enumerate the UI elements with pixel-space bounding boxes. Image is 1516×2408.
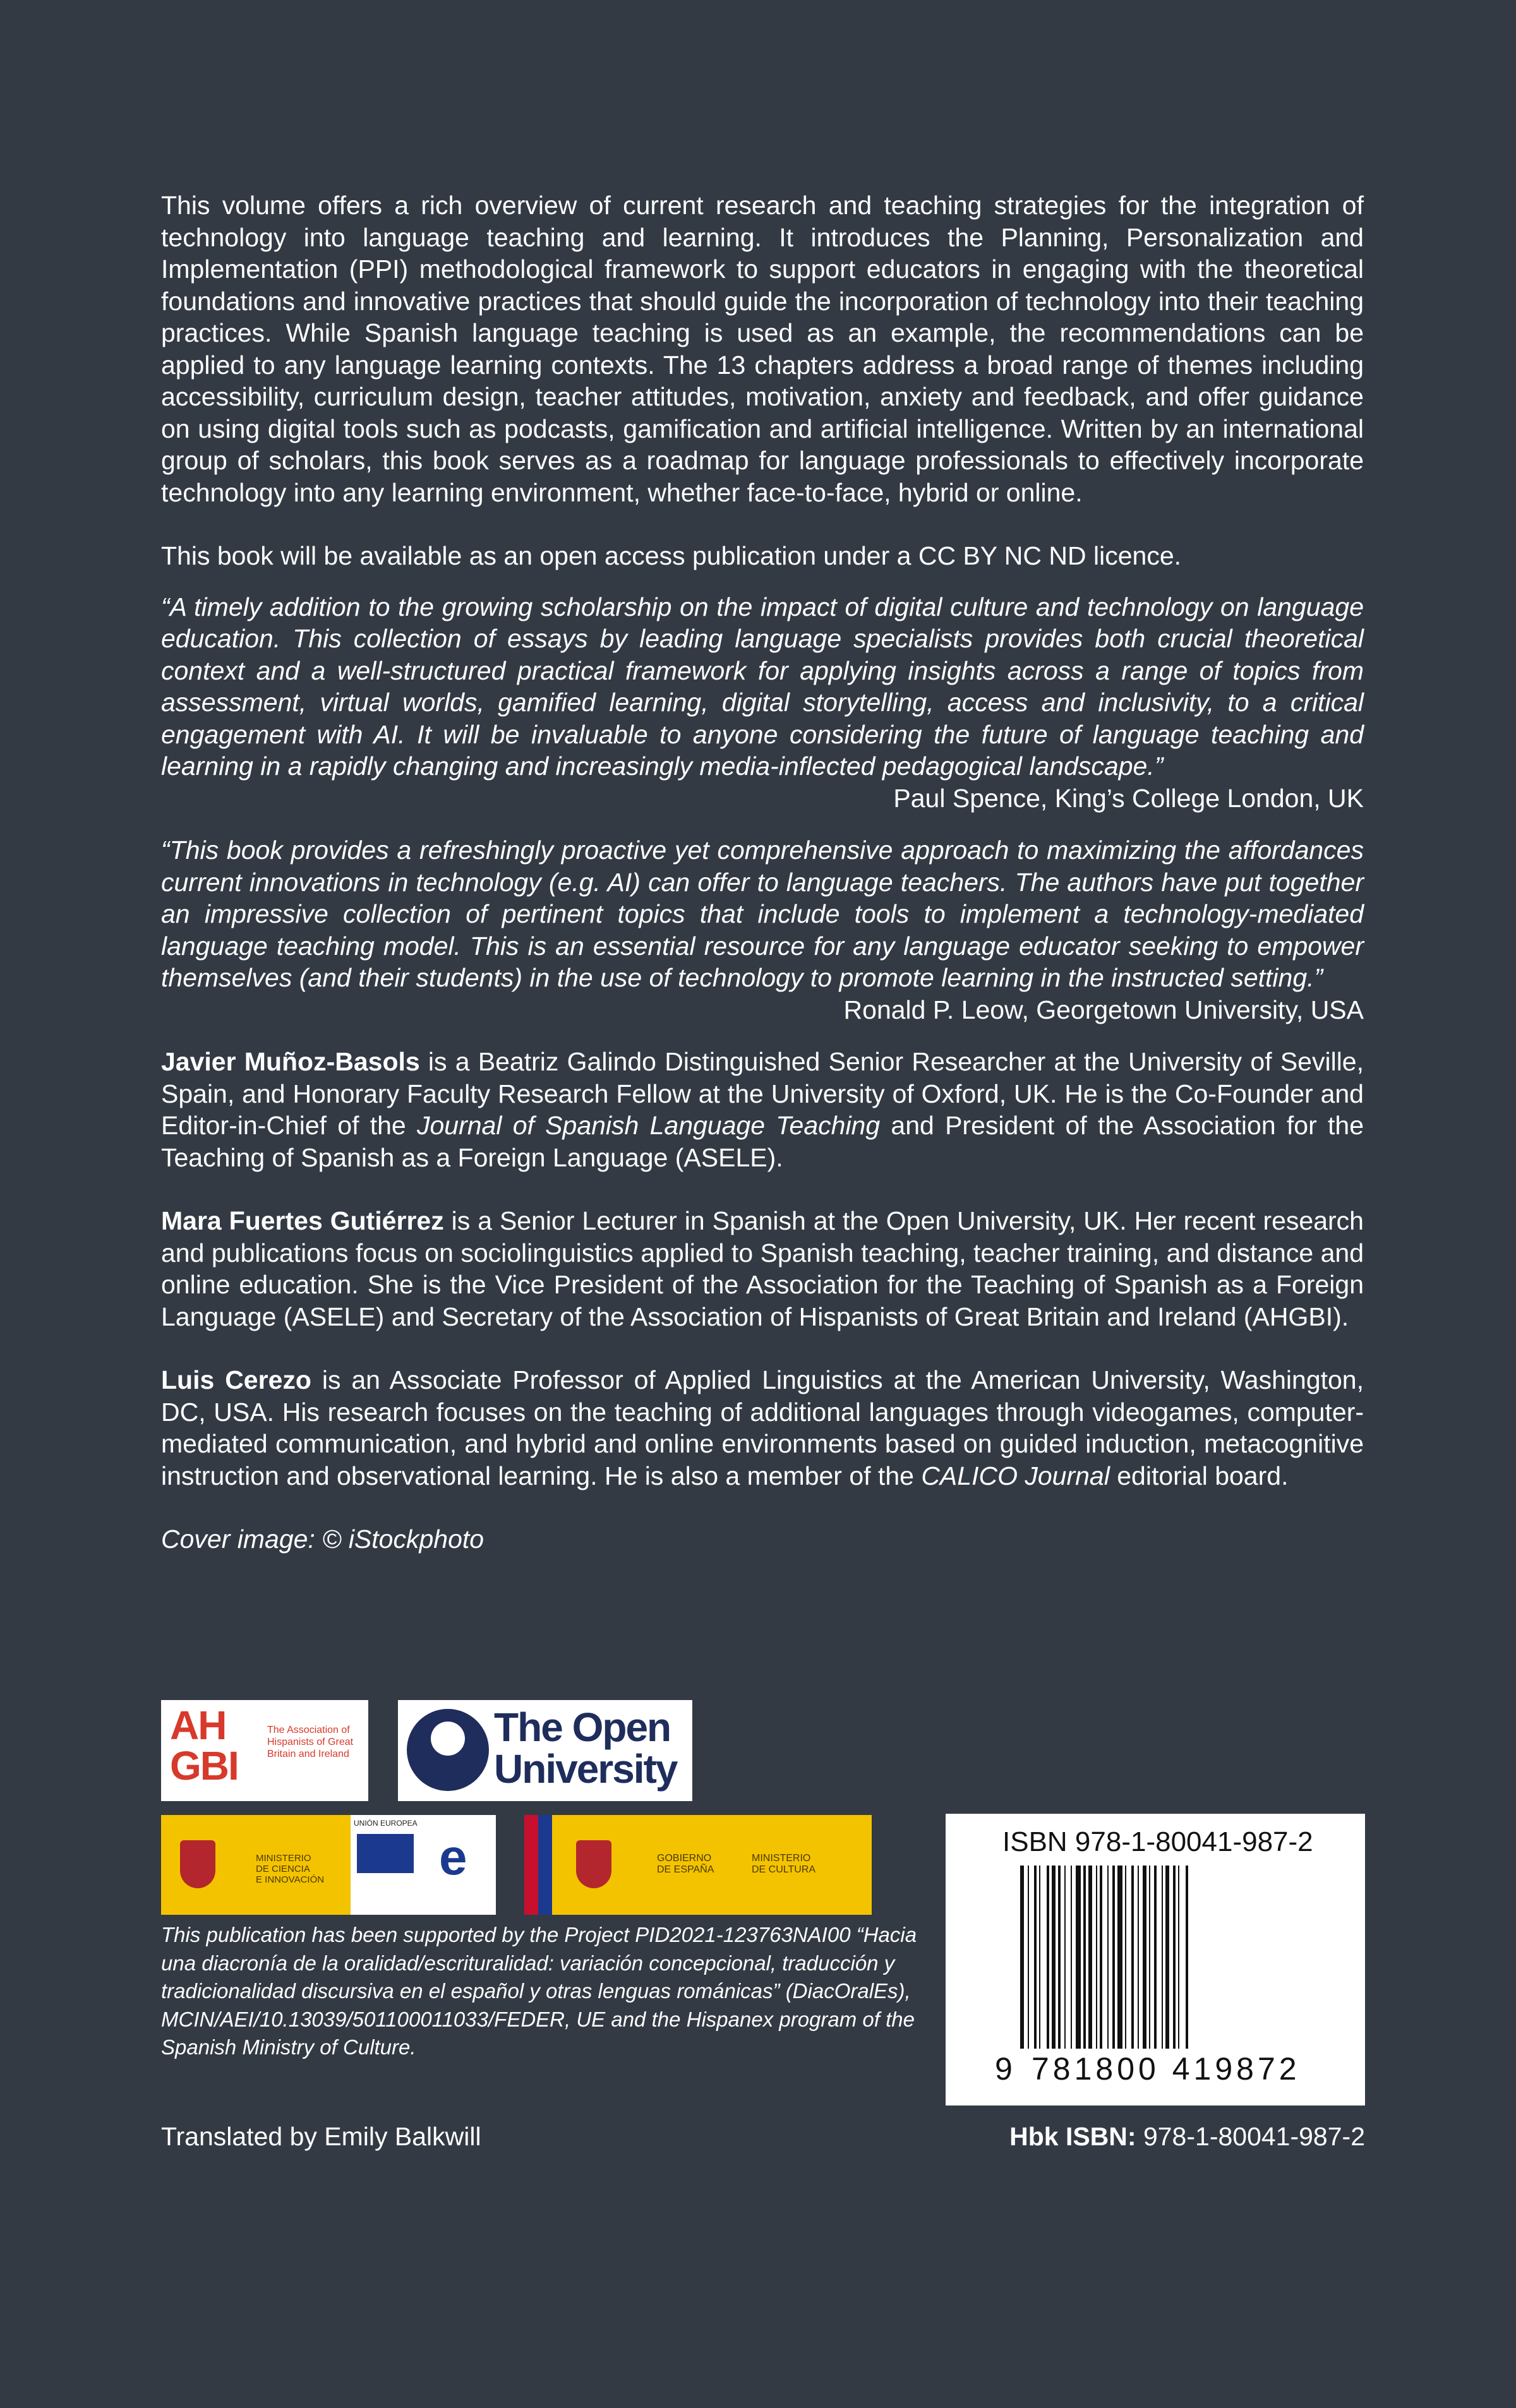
ahgbi-text: The Association of Hispanists of Great Britain and Ireland [267, 1725, 354, 1759]
funding-acknowledgement: This publication has been supported by the Project PID2021-123763NAI00 “Hacia una diacronía de la oralidad/escrituralidad: variación concepcional, traducción y tradicionalidad discursiva en el español y otras lenguas románicas” (DiacOralEs), MCIN/AEI/10.13039/501100011033/FEDER, UE and the Hispanex program of the Spanish Ministry of Culture. [161, 1923, 917, 2059]
barcode-bar [1083, 1866, 1086, 2049]
open-access-note: This book will be available as an open access publication under a CC BY NC ND licence. [161, 541, 1182, 570]
open-university-text: The Open University [494, 1704, 677, 1792]
author-bio-text: is a Senior Lecturer in Spanish at the Open University, UK. Her recent research and publications focus on sociolinguistics applied to Spanish teaching, teacher training, and distance and online education. She is the Vice President of the Association for the Teaching of Spanish as a Foreign Language (ASELE) and Secretary of the Association of Hispanists of Great Britain and Ireland (AHGBI). [161, 1206, 1364, 1331]
author-bio [161, 1364, 1364, 1492]
blurb-paragraph: This volume offers a rich overview of current research and teaching strategies for the integration of technology into language teaching and learning. It introduces the Planning, Personalization and Implementation (PPI) methodological framework to support educators in engaging with the theoretical foundations and innovative practices that should guide the incorporation of technology into their teaching practices. While Spanish language teaching is used as an example, the recommendations can be applied to any language learning contexts. The 13 chapters address a broad range of themes including accessibility, curriculum design, teacher attitudes, motivation, anxiety and feedback, and offer guidance on using digital tools such as podcasts, gamification and artificial intelligence. Written by an international group of scholars, this book serves as a roadmap for language professionals to effectively incorporate technology into any learning environment, whether face-to-face, hybrid or online. [161, 191, 1364, 507]
endorsement-attribution: Ronald P. Leow, Georgetown University, USA [843, 995, 1364, 1024]
isbn-barcode-box [946, 1814, 1365, 2106]
barcode-bar [1138, 1866, 1139, 2049]
barcode-bar [1165, 1866, 1169, 2049]
barcode-bar [1064, 1866, 1066, 2049]
author-bio-text: and President of the Association for the Teaching of Spanish as a Foreign Language (ASELE). [161, 1111, 1364, 1172]
journal-title: Journal of Spanish Language Teaching [417, 1111, 881, 1140]
cover-image-credit [161, 1523, 1364, 1555]
hbk-isbn-label: Hbk ISBN: [1009, 2122, 1136, 2151]
barcode-lead-digit: 9 [995, 2051, 1013, 2087]
gobierno-text: GOBIERNO DE ESPAÑA [657, 1853, 714, 1875]
endorsement-quote: “A timely addition to the growing scholarship on the impact of digital culture and technology on language education. This collection of essays by leading language specialists provides both crucial theoretical context and a well-structured practical framework for applying insights across a range of topics from assessment, virtual worlds, gamified learning, digital storytelling, access and inclusivity, to a critical engagement with AI. It will be invaluable to anyone considering the future of language teaching and learning in a rapidly changing and increasingly media-inflected pedagogical landscape.” [161, 592, 1364, 781]
author-name: Mara Fuertes Gutiérrez [161, 1206, 444, 1235]
ministerio-cultura-logo-band [524, 1815, 872, 1915]
author-bio-text: editorial board. [1109, 1461, 1289, 1490]
eu-flag-icon [357, 1834, 414, 1873]
author-bio [161, 1205, 1364, 1333]
endorsement-attribution: Paul Spence, King’s College London, UK [893, 783, 1364, 813]
back-cover-text [161, 189, 1364, 1555]
journal-title: CALICO Journal [921, 1461, 1110, 1490]
barcode-bar [1100, 1866, 1102, 2049]
cover-image-label: Cover image: [161, 1524, 315, 1554]
cover-image-value: © iStockphoto [315, 1524, 484, 1554]
barcode-bar [1186, 1866, 1188, 2049]
ministerio-ciencia-text: MINISTERIO DE CIENCIA E INNOVACIÓN [256, 1853, 325, 1885]
aei-logo-icon: e [439, 1829, 467, 1885]
author-name: Javier Muñoz-Basols [161, 1047, 420, 1076]
ministerio-ciencia-logo-band [161, 1815, 496, 1915]
open-university-emblem-icon [407, 1709, 489, 1791]
ahgbi-logo [161, 1700, 368, 1801]
barcode-bar [1028, 1866, 1029, 2049]
barcode-bar [1107, 1866, 1109, 2049]
barcode-bar [1149, 1866, 1150, 2049]
barcode-bar [1173, 1866, 1176, 2049]
author-bio-text: is an Associate Professor of Applied Linguistics at the American University, Washington, DC, USA. His research focuses on the teaching of additional languages through videogames, computer-mediated communication, and hybrid and online environments based on guided induction, metacognitive instruction and observational learning. He is also a member of the [161, 1365, 1364, 1490]
barcode-bar [1178, 1866, 1179, 2049]
barcode-bar [1034, 1866, 1037, 2049]
hbk-isbn-value: 978-1-80041-987-2 [1136, 2122, 1365, 2151]
barcode-bar [1125, 1866, 1126, 2049]
author-bio-text: is a Beatriz Galindo Distinguished Senior Researcher at the University of Seville, Spain, and Honorary Faculty Research Fellow at the University of Oxford, UK. He is the Co-Founder and Editor-in-Chief of the [161, 1047, 1364, 1140]
barcode-bar [1162, 1866, 1163, 2049]
barcode-bar [1047, 1866, 1049, 2049]
barcode-bar [1058, 1866, 1061, 2049]
isbn-top-label: ISBN 978-1-80041-987-2 [1002, 1826, 1313, 1857]
barcode-bar [1088, 1866, 1092, 2049]
ahgbi-mark: AH GBI [170, 1703, 238, 1788]
barcode-bar [1076, 1866, 1081, 2049]
barcode-bar [1154, 1866, 1157, 2049]
barcode-bar [1020, 1866, 1024, 2049]
barcode-bar [1131, 1866, 1134, 2049]
hbk-isbn [1009, 2121, 1365, 2152]
author-name: Luis Cerezo [161, 1365, 311, 1394]
barcode-bar [1143, 1866, 1146, 2049]
barcode-bar [1096, 1866, 1097, 2049]
translator-credit: Translated by Emily Balkwill [161, 2122, 481, 2151]
union-europea-text: UNIÓN EUROPEA [354, 1819, 418, 1828]
eu-flag-stripe [538, 1815, 552, 1915]
barcode-bars [1020, 1866, 1298, 2049]
spain-coat-of-arms-icon [180, 1840, 215, 1888]
barcode-bar [1117, 1866, 1122, 2049]
barcode-digits: 781800 419872 [1032, 2051, 1301, 2087]
barcode-bar [1052, 1866, 1056, 2049]
spain-coat-of-arms-icon [576, 1840, 611, 1888]
spain-flag-red-stripe [524, 1815, 538, 1915]
ministerio-cultura-text: MINISTERIO DE CULTURA [752, 1853, 816, 1875]
barcode-bar [1112, 1866, 1115, 2049]
endorsement-quote: “This book provides a refreshingly proactive yet comprehensive approach to maximizing the affordances current innovations in technology (e.g. AI) can offer to language teachers. The authors have put together an impressive collection of pertinent topics that include tools to implement a technology-mediated language teaching model. This is an essential resource for any language educator seeking to empower themselves (and their students) in the use of technology to promote learning in the instructed setting.” [161, 836, 1364, 992]
open-university-logo [398, 1700, 692, 1801]
barcode-bar [1039, 1866, 1040, 2049]
author-bio [161, 1046, 1364, 1173]
barcode-bar [1071, 1866, 1072, 2049]
